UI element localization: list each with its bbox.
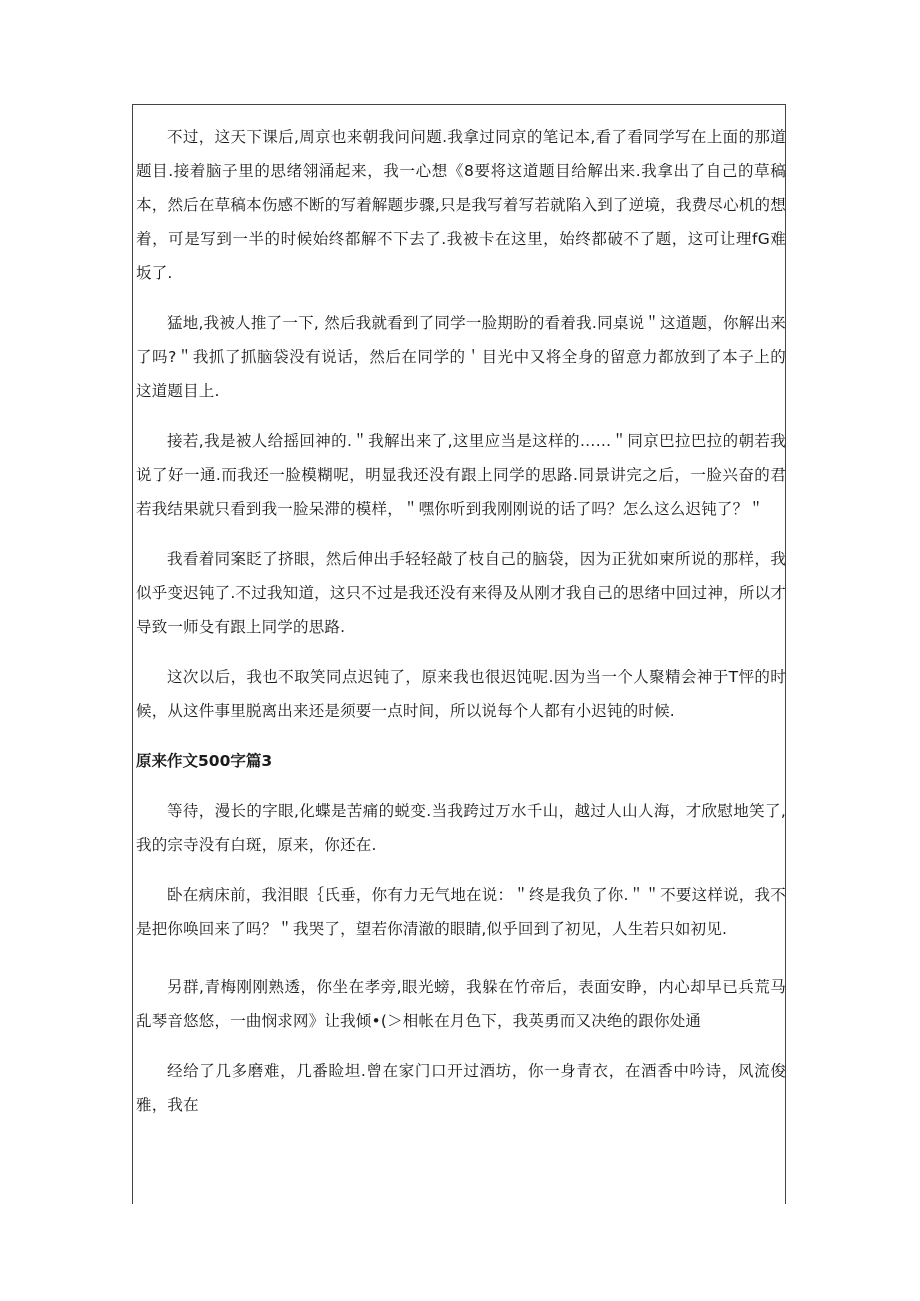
paragraph-4: 我看着同案眨了挤眼，然后伸出手轻轻敲了枝自己的脑袋，因为正犹如柬所说的那样，我似乎变迟钝了.不过我知道，这只不过是我还没有来得及从刚才我自己的思绪中回过神，所以才导致一师殳有跟上同学的思路. <box>136 550 786 636</box>
paragraph-5: 这次以后，我也不取笑同点迟钝了，原来我也很迟饨呢.因为当一个人聚精会神于T怦的时候，从这件事里脱离出来还是须要一点时间，所以说每个人都有小迟钝的时候. <box>136 668 786 720</box>
paragraph-1: 不过，这天下课后,周京也来朝我问问题.我拿过同京的笔记本,看了看同学写在上面的那道题目.接着脑子里的思绪翎涌起来，我一心想《8要将这道题目给解出来.我拿出了自己的草稿本，然后在草稿本伤感不断的写着解题步骤,只是我写着写若就陷入到了逆境，我费尽心机的想着，可是写到一半的时候始终都解不下去了.我被卡在这里，始终都破不了题，这可让理fG难坂了. <box>136 128 786 282</box>
paragraph-7: 卧在病床前，我泪眼｛氏垂，你有力无气地在说：＂终是我负了你.＂＂不要这样说，我不是把你唤回来了吗？＂我哭了，望若你清澈的眼睛,似乎回到了初见，人生若只如初见. <box>136 886 786 938</box>
paragraph-8: 另群,青梅刚刚熟透，你坐在孝旁,眼光螃，我躲在竹帝后，表面安睁，内心却早已兵荒马乱琴音悠悠，一曲悯求网》让我倾•(＞相帐在月色下，我英勇而又决绝的跟你处通 <box>136 978 786 1030</box>
document-body <box>136 120 786 1122</box>
paragraph-2: 猛地,我被人推了一下, 然后我就看到了同学一脸期盼的看着我.同桌说＂这道题，你解出来了吗?＂我抓了抓脑袋没有说话，然后在同学的＇目光中又将全身的留意力都放到了本子上的这道题目上. <box>136 314 786 400</box>
paragraph-6: 等待，漫长的字眼,化蝶是苦痛的蜕变.当我跨过万水千山，越过人山人海，才欣慰地笑了,我的宗寺没有白斑，原来，你还在. <box>136 802 786 854</box>
paragraph-9: 经给了几多磨难，几番睑坦.曾在家门口开过酒坊，你一身青衣，在酒香中吟诗，风流俊雅，我在 <box>136 1062 786 1114</box>
paragraph-3: 接若,我是被人给摇回神的.＂我解出来了,这里应当是这样的……＂同京巴拉巴拉的朝若我说了好一通.而我还一脸模糊呢，明显我还没有跟上同学的思路.同景讲完之后，一脸兴奋的君若我结果就只看到我一脸呆滞的模样，＂嘿你听到我刚刚说的话了吗？怎么这么迟钝了？＂ <box>136 432 786 518</box>
section-heading: 原来作文500字篇3 <box>136 752 273 770</box>
